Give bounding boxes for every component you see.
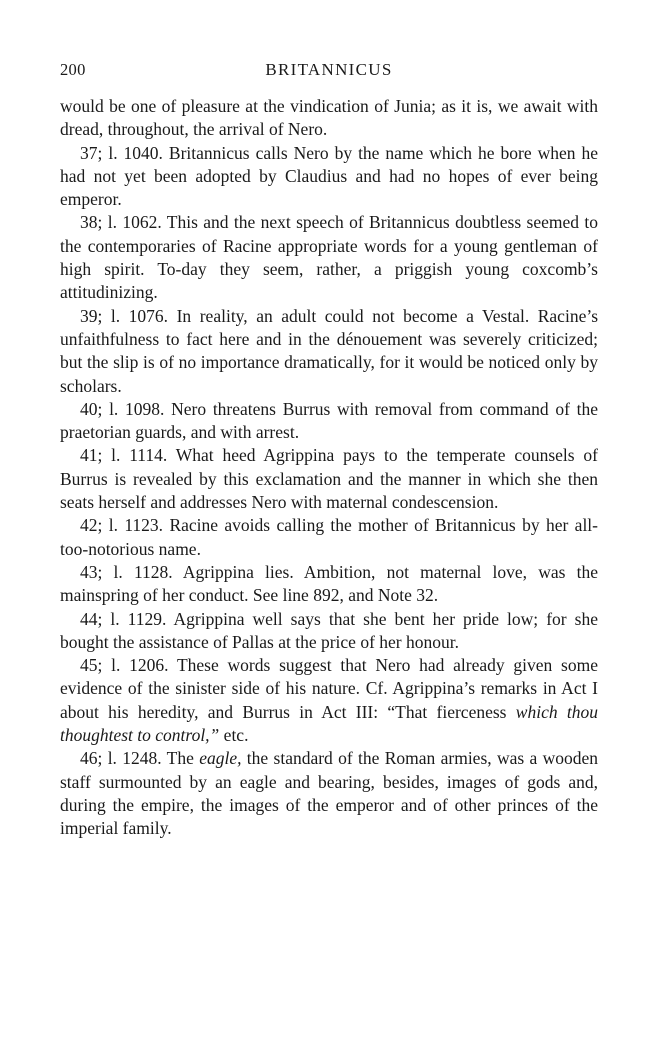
note-46	[60, 747, 598, 840]
note-label: 42; l. 1123.	[80, 515, 164, 536]
note-label: 46; l. 1248.	[80, 748, 162, 769]
note-text: These words suggest that Nero had already given some evidence of the sinister side of his nature. Cf. Agrippina’s remarks in Act I about his heredity, and Burrus in Act III: “That fierceness	[60, 655, 598, 722]
note-italic-term: eagle,	[199, 748, 242, 769]
note-39	[60, 305, 598, 398]
note-44	[60, 608, 598, 655]
note-40	[60, 398, 598, 445]
note-text-end: etc.	[219, 725, 249, 746]
note-label: 37; l. 1040.	[80, 142, 163, 163]
note-text-end: the standard of the Roman armies, was a wooden staff surmounted by an eagle and bearing, besides, images of gods and, during the empire, the images of the emperor and of other princes of the imperial family.	[60, 748, 598, 839]
continuation-paragraph: would be one of pleasure at the vindication of Junia; as it is, we await with dread, throughout, the arrival of Nero.	[60, 96, 598, 140]
note-37	[60, 142, 598, 212]
note-text: Nero threatens Burrus with removal from command of the praetorian guards, and with arrest.	[60, 398, 599, 443]
note-label: 38; l. 1062.	[80, 212, 162, 233]
note-text: Agrippina lies. Ambition, not maternal love, was the mainspring of her conduct. See line 892, and Note 32.	[60, 561, 598, 606]
note-label: 43; l. 1128.	[80, 561, 173, 582]
note-text: The	[166, 748, 194, 769]
note-label: 44; l. 1129.	[80, 608, 167, 629]
note-text: What heed Agrippina pays to the temperate counsels of Burrus is revealed by this exclamation and the manner in which she then seats herself and addresses Nero with maternal condescension.	[60, 445, 598, 513]
note-italic-quote: which thou thoughtest to control,”	[60, 701, 598, 746]
note-text: Britannicus calls Nero by the name which he bore when he had not yet been adopted by Claudius and had no hopes of ever being emperor.	[60, 142, 599, 210]
note-label: 39; l. 1076.	[80, 305, 169, 326]
page-header	[60, 60, 598, 82]
note-label: 40; l. 1098.	[80, 398, 165, 419]
note-45	[60, 654, 598, 747]
running-title: BRITANNICUS	[265, 60, 393, 79]
note-text: Racine avoids calling the mother of Britannicus by her all-too-notorious name.	[60, 515, 598, 559]
note-label: 45; l. 1206.	[80, 655, 169, 676]
note-43	[60, 561, 598, 608]
note-label: 41; l. 1114.	[80, 445, 168, 466]
note-text: In reality, an adult could not become a Vestal. Racine’s unfaithfulness to fact here and in the dénouement was severely criticized; but the slip is of no importance dramatically, for it would be noticed only by scholars.	[60, 305, 599, 396]
page-number: 200	[60, 60, 86, 79]
note-38	[60, 211, 598, 304]
note-42	[60, 514, 598, 561]
note-text: This and the next speech of Britannicus doubtless seemed to the contemporaries of Racine appropriate words for a young gentleman of high spirit. To-day they seem, rather, a priggish young coxcomb’s attitudinizing.	[60, 212, 598, 303]
notes-body	[60, 95, 598, 841]
note-text: Agrippina well says that she bent her pride low; for she bought the assistance of Pallas at the price of her honour.	[60, 608, 598, 652]
note-41	[60, 444, 598, 514]
